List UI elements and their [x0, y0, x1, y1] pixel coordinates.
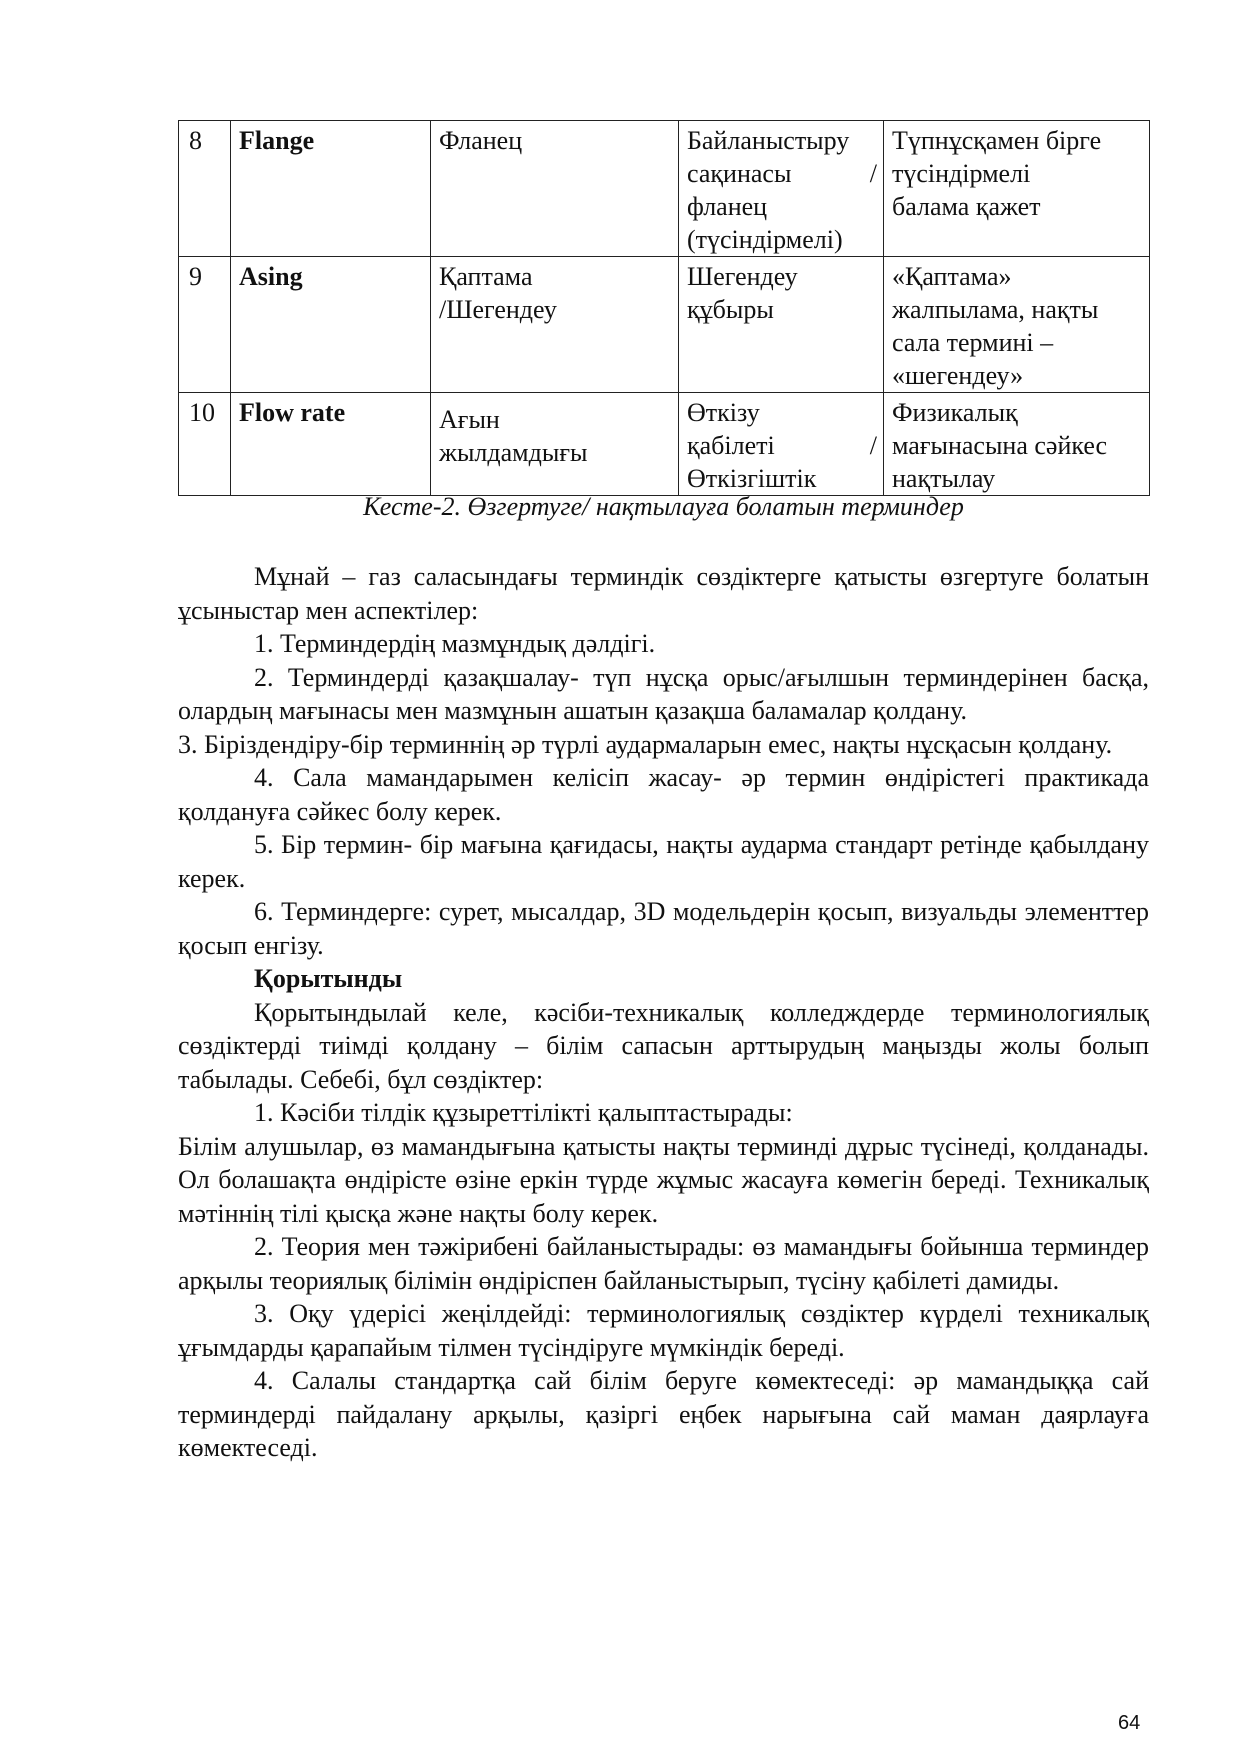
cell-line: (түсіндірмелі) — [687, 225, 843, 254]
cell-line: құбыры — [687, 295, 774, 324]
cell-line: 9 — [189, 262, 202, 291]
cell-line: Asing — [239, 262, 303, 291]
paragraph-item-1: 1. Терминдердің мазмұндық дәлдігі. — [254, 629, 656, 658]
paragraph-item-5: 5. Бір термин- бір мағына қағидасы, нақты аударма стандарт ретінде қабылдану керек. — [178, 830, 1149, 893]
paragraph-conclusion-4: 4. Салалы стандартқа сай білім беруге көмектеседі: әр мамандыққа сай терминдерді пайдалану арқылы, қазіргі еңбек нарығына сай маман даярлауға көмектеседі. — [178, 1366, 1149, 1462]
cell-line: Физикалық — [892, 398, 1018, 427]
cell-proposed-term — [679, 257, 884, 393]
cell-note — [884, 121, 1150, 257]
cell-note — [884, 257, 1150, 393]
paragraph-intro: Мұнай – газ саласындағы терминдік сөздіктерге қатысты өзгертуге болатын ұсыныстар мен аспектілер: — [178, 562, 1149, 625]
paragraph-conclusion-1: 1. Кәсіби тілдік құзыреттілікті қалыптастырады: — [254, 1098, 793, 1127]
cell-line: /Шегендеу — [439, 295, 557, 324]
cell-note — [884, 393, 1150, 496]
cell-english-term — [231, 257, 431, 393]
cell-line: балама қажет — [892, 192, 1041, 221]
cell-line: фланец — [687, 192, 768, 221]
cell-translation — [431, 393, 679, 496]
cell-line: Түпнұсқамен бірге — [892, 126, 1102, 155]
paragraph-item-6: 6. Терминдерге: сурет, мысалдар, 3D модельдерін қосып, визуальды элементтер қосып енгізу. — [178, 897, 1149, 960]
cell-proposed-term — [679, 393, 884, 496]
cell-line: 8 — [189, 126, 202, 155]
cell-line: 10 — [189, 398, 215, 427]
cell-line: Ағын — [439, 405, 500, 434]
cell-line: мағынасына сәйкес — [892, 431, 1108, 460]
cell-english-term — [231, 393, 431, 496]
table-caption: Кесте-2. Өзгертуге/ нақтылауға болатын терминдер — [363, 492, 964, 521]
paragraph-item-2: 2. Терминдерді қазақшалау- түп нұсқа орыс/ағылшын терминдерінен басқа, олардың мағынасы мен мазмұнын ашатын қазақша баламалар қолдану. — [178, 662, 1149, 725]
cell-line: Қаптама — [439, 262, 533, 291]
cell-proposed-term — [679, 121, 884, 257]
paragraph-conclusion-2: 2. Теория мен тәжірибені байланыстырады: өз мамандығы бойынша терминдер арқылы теориялық білімін өндіріспен байланыстырып, түсіну қабілеті дамиды. — [178, 1232, 1149, 1295]
page-number: 64 — [1118, 1712, 1141, 1734]
cell-line: нақтылау — [892, 464, 996, 493]
cell-translation — [431, 121, 679, 257]
cell-line: Шегендеу — [687, 262, 798, 291]
cell-line: сала термині – — [892, 328, 1054, 357]
cell-line: сақинасы / — [687, 159, 877, 188]
cell-line: жылдамдығы — [439, 438, 588, 467]
cell-line: «шегендеу» — [892, 361, 1024, 390]
cell-line: «Қаптама» — [892, 262, 1012, 291]
cell-line: Өткізгіштік — [687, 464, 817, 493]
cell-line: қабілеті / — [687, 431, 877, 460]
cell-line: Flow rate — [239, 398, 346, 427]
cell-number — [179, 121, 231, 257]
cell-number — [179, 393, 231, 496]
paragraph-conclusion-3: 3. Оқу үдерісі жеңілдейді: терминологиялық сөздіктер күрделі техникалық ұғымдарды қарапайым тілмен түсіндіруге мүмкіндік береді. — [178, 1299, 1149, 1362]
cell-number — [179, 257, 231, 393]
cell-line: жалпылама, нақты — [892, 295, 1099, 324]
cell-line: Байланыстыру — [687, 126, 850, 155]
table-row — [179, 121, 1150, 257]
cell-line: Фланец — [439, 126, 523, 155]
paragraph-conclusion-1-detail: Білім алушылар, өз мамандығына қатысты нақты терминді дұрыс түсінеді, қолданады. Ол болашақта өндірісте өзіне еркін түрде жұмыс жасауға көмегін береді. Техникалық мәтіннің тілі қысқа және нақты болу керек. — [178, 1131, 1149, 1228]
cell-line: Flange — [239, 126, 315, 155]
paragraph-item-4: 4. Сала мамандарымен келісіп жасау- әр термин өндірістегі практикада қолдануға сәйкес болу керек. — [178, 763, 1149, 826]
cell-english-term — [231, 121, 431, 257]
cell-line: Өткізу — [687, 398, 760, 427]
section-heading-conclusion: Қорытынды — [254, 964, 403, 993]
terms-table — [178, 120, 1150, 496]
paragraph-conclusion-intro: Қорытындылай келе, кәсіби-техникалық колледждерде терминологиялық сөздіктерді тиімді қолдану – білім сапасын арттырудың маңызды жолы болып табылады. Себебі, бұл сөздіктер: — [178, 997, 1149, 1094]
cell-translation — [431, 257, 679, 393]
table-row — [179, 257, 1150, 393]
cell-line: түсіндірмелі — [892, 159, 1031, 188]
body-text — [178, 560, 1149, 1465]
table-row — [179, 393, 1150, 496]
paragraph-item-3: 3. Біріздендіру-бір терминнің әр түрлі аудармаларын емес, нақты нұсқасын қолдану. — [178, 729, 1113, 759]
